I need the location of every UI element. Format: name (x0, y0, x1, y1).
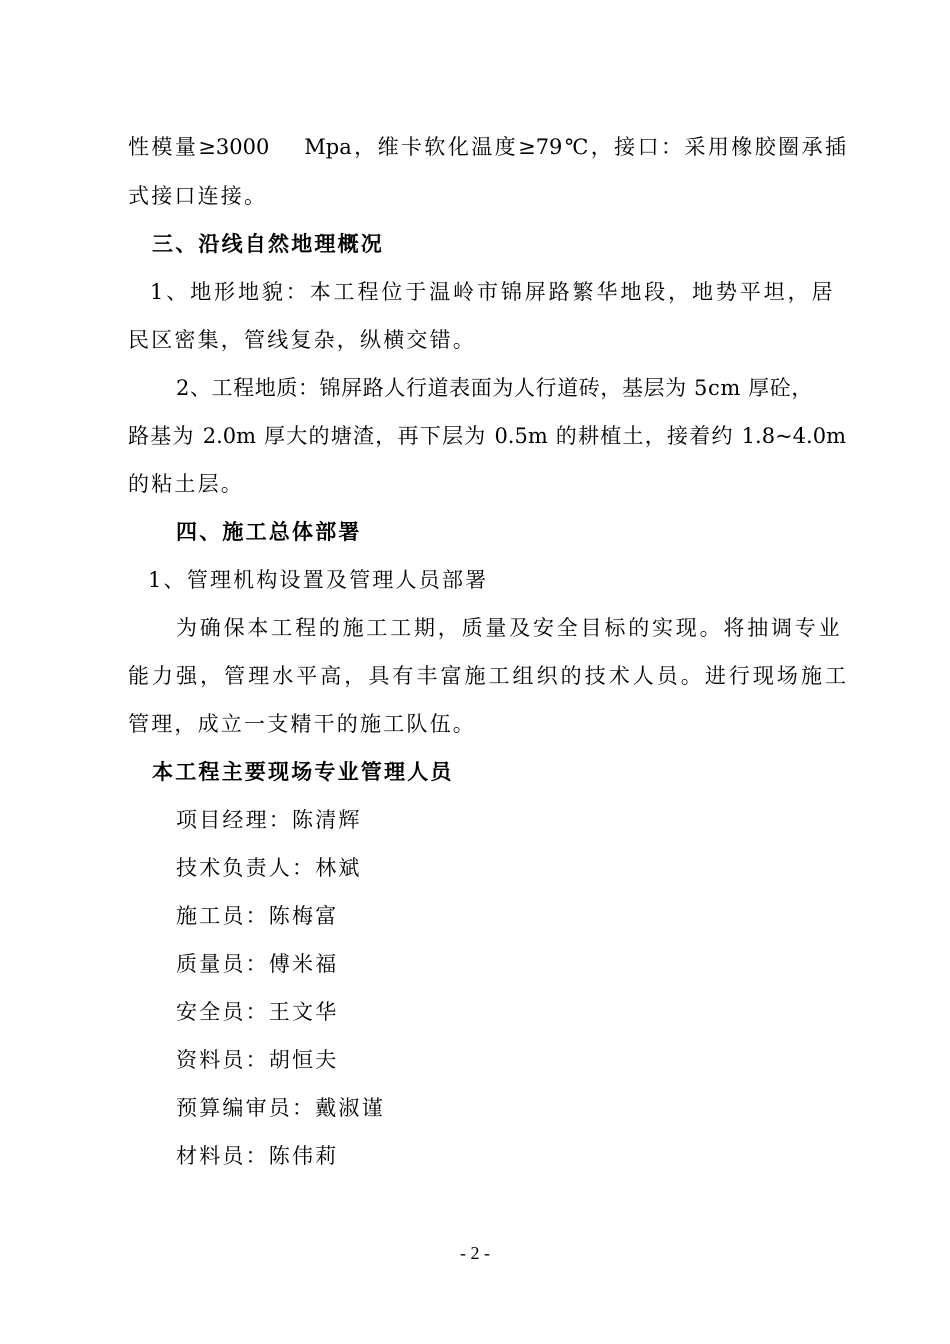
staff-item: 施工员：陈梅富 (176, 904, 339, 928)
staff-item: 技术负责人：林斌 (176, 856, 362, 880)
staff-item: 材料员：陈伟莉 (176, 1144, 339, 1168)
staff-item: 质量员：傅米福 (176, 952, 339, 976)
paragraph-line: 的粘土层。 (128, 472, 244, 496)
paragraph-line: 1、地形地貌：本工程位于温岭市锦屏路繁华地段，地势平坦，居 (150, 280, 836, 304)
section-heading: 三、沿线自然地理概况 (152, 231, 384, 256)
page-number: - 2 - (460, 1243, 490, 1263)
section-heading: 四、施工总体部署 (176, 519, 362, 544)
staff-heading: 本工程主要现场专业管理人员 (152, 759, 454, 784)
paragraph-line: 民区密集，管线复杂，纵横交错。 (128, 328, 476, 352)
paragraph-line: 2、工程地质：锦屏路人行道表面为人行道砖，基层为 5cm 厚砼， (176, 376, 813, 400)
paragraph-line: 性模量≥3000 Mpa，维卡软化温度≥79℃，接口：采用橡胶圈承插 (128, 135, 846, 159)
paragraph-line: 为确保本工程的施工工期，质量及安全目标的实现。将抽调专业 (176, 616, 843, 640)
staff-item: 预算编审员：戴淑谨 (176, 1096, 385, 1120)
paragraph-line: 路基为 2.0m 厚大的塘渣，再下层为 0.5m 的耕植土，接着约 1.8~4.0m (128, 424, 846, 448)
subsection-heading: 1、管理机构设置及管理人员部署 (148, 568, 489, 592)
staff-item: 安全员：王文华 (176, 1000, 339, 1024)
paragraph-line: 式接口连接。 (128, 184, 268, 208)
paragraph-line: 能力强，管理水平高，具有丰富施工组织的技术人员。进行现场施工 (128, 664, 846, 688)
paragraph-line: 管理，成立一支精干的施工队伍。 (128, 712, 476, 736)
staff-item: 项目经理：陈清辉 (176, 808, 362, 832)
staff-item: 资料员：胡恒夫 (176, 1048, 339, 1072)
